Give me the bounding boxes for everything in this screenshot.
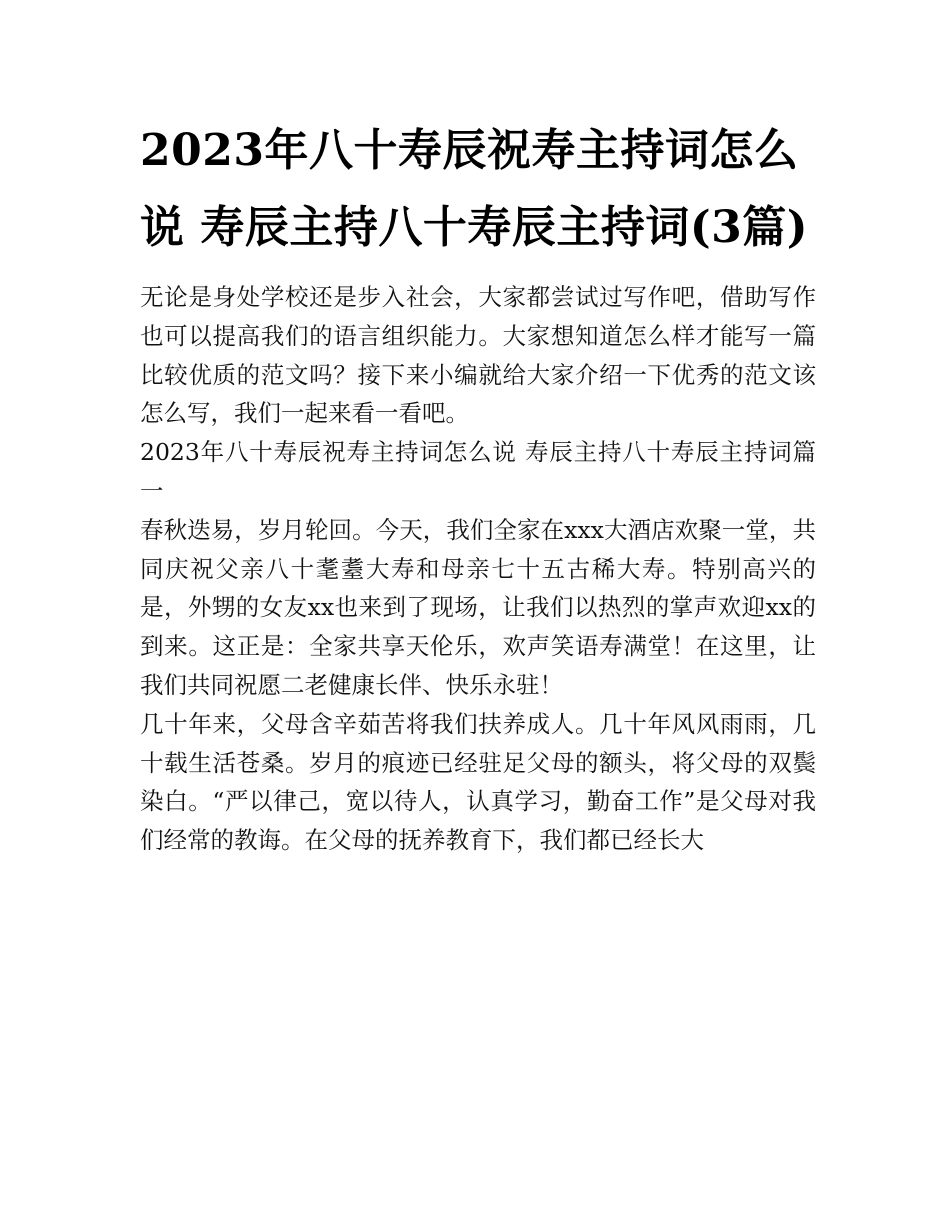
intro-paragraph: 无论是身处学校还是步入社会，大家都尝试过写作吧，借助写作也可以提高我们的语言组织能力。大家想知道怎么样才能写一篇比较优质的范文吗？接下来小编就给大家介绍一下优秀的范文该怎么写，我们一起来看一看吧。 (140, 283, 816, 428)
document-body (140, 112, 816, 860)
body-paragraph-2: 几十年来，父母含辛茹苦将我们扶养成人。几十年风风雨雨，几十载生活苍桑。岁月的痕迹已经驻足父母的额头，将父母的双鬓染白。“严以律己，宽以待人，认真学习，勤奋工作”是父母对我们经常的教诲。在父母的抚养教育下，我们都已经长大 (140, 709, 816, 855)
section-heading: 2023年八十寿辰祝寿主持词怎么说 寿辰主持八十寿辰主持词篇一 (140, 438, 816, 505)
document-title: 2023年八十寿辰祝寿主持词怎么说 寿辰主持八十寿辰主持词(3篇) (140, 125, 809, 253)
body-paragraph-1: 春秋迭易，岁月轮回。今天，我们全家在xxx大酒店欢聚一堂，共同庆祝父亲八十耄耋大寿和母亲七十五古稀大寿。特别高兴的是，外甥的女友xx也来到了现场，让我们以热烈的掌声欢迎xx的到来。这正是：全家共享天伦乐，欢声笑语寿满堂！在这里，让我们共同祝愿二老健康长伴、快乐永驻！ (140, 515, 816, 699)
